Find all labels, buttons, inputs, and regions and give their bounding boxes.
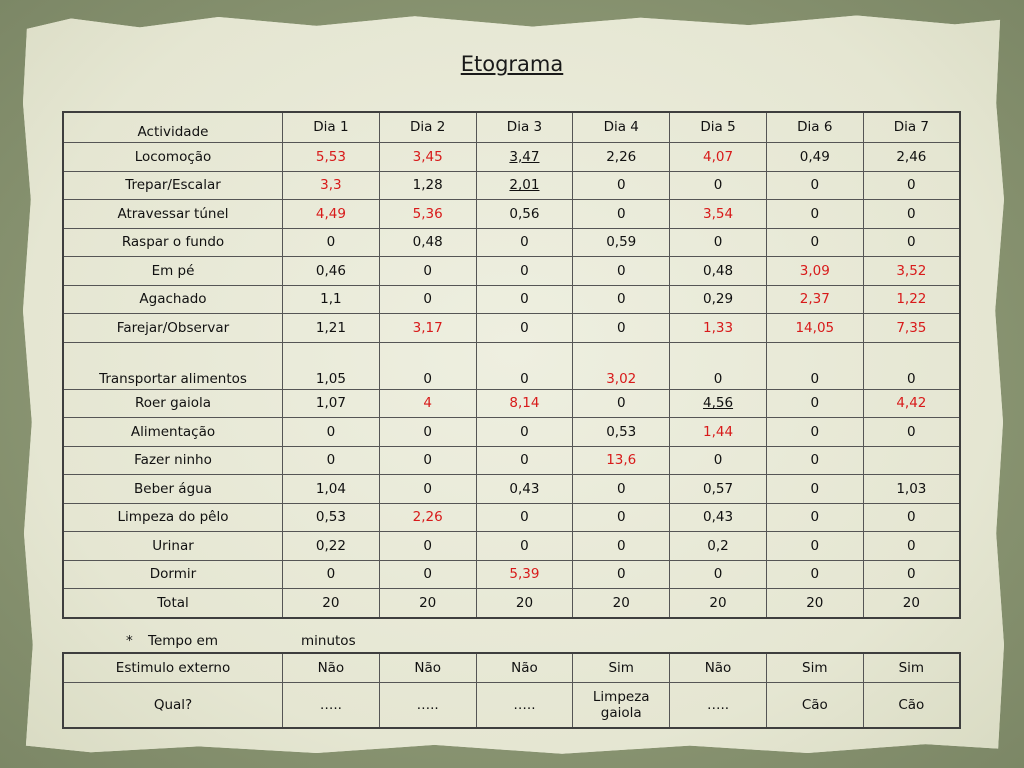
table-cell bbox=[863, 446, 960, 475]
stimulus-cell: ….. bbox=[379, 683, 476, 729]
table-cell: 0 bbox=[766, 503, 863, 532]
table-cell: 0 bbox=[573, 200, 670, 229]
table-cell: 0 bbox=[670, 342, 767, 389]
stimulus-cell: Não bbox=[670, 653, 767, 683]
table-cell: 0 bbox=[670, 228, 767, 257]
table-row bbox=[63, 171, 960, 200]
column-header-day-7: Dia 7 bbox=[863, 112, 960, 143]
table-cell: 3,45 bbox=[379, 143, 476, 172]
table-cell: 0 bbox=[379, 418, 476, 447]
stimulus-row bbox=[63, 683, 960, 729]
table-row bbox=[63, 589, 960, 618]
table-cell: 5,53 bbox=[283, 143, 380, 172]
table-row bbox=[63, 446, 960, 475]
table-row bbox=[63, 314, 960, 343]
table-cell: 0 bbox=[863, 171, 960, 200]
note-text: Tempo em bbox=[148, 633, 218, 649]
table-cell: 3,17 bbox=[379, 314, 476, 343]
stimulus-cell: Não bbox=[283, 653, 380, 683]
table-cell: 20 bbox=[476, 589, 573, 618]
table-cell: 0 bbox=[573, 560, 670, 589]
table-cell: 0 bbox=[476, 532, 573, 561]
table-cell: 7,35 bbox=[863, 314, 960, 343]
table-cell: 3,52 bbox=[863, 257, 960, 286]
row-label: Em pé bbox=[63, 257, 283, 286]
row-label: Roer gaiola bbox=[63, 389, 283, 418]
table-cell: 0 bbox=[863, 418, 960, 447]
table-cell: 0 bbox=[863, 200, 960, 229]
table-cell: 5,36 bbox=[379, 200, 476, 229]
table-cell: 0,48 bbox=[379, 228, 476, 257]
etogram-table bbox=[62, 111, 961, 619]
table-cell: 0,2 bbox=[670, 532, 767, 561]
table-cell: 0 bbox=[476, 446, 573, 475]
table-cell: 0,53 bbox=[283, 503, 380, 532]
table-cell: 3,54 bbox=[670, 200, 767, 229]
table-cell: 0,57 bbox=[670, 475, 767, 504]
row-label: Limpeza do pêlo bbox=[63, 503, 283, 532]
table-cell: 0 bbox=[476, 257, 573, 286]
table-cell: 0 bbox=[863, 342, 960, 389]
table-cell: 0 bbox=[379, 342, 476, 389]
table-cell: 0 bbox=[283, 560, 380, 589]
table-cell: 1,21 bbox=[283, 314, 380, 343]
table-cell: 0,29 bbox=[670, 285, 767, 314]
table-cell: 0 bbox=[379, 475, 476, 504]
table-cell: 1,33 bbox=[670, 314, 767, 343]
note-asterisk: * bbox=[126, 633, 133, 649]
row-label: Transportar alimentos bbox=[63, 342, 283, 389]
table-row bbox=[63, 143, 960, 172]
table-cell: 1,03 bbox=[863, 475, 960, 504]
stimulus-cell: Cão bbox=[863, 683, 960, 729]
table-row bbox=[63, 389, 960, 418]
table-cell: 2,26 bbox=[379, 503, 476, 532]
table-cell: 0 bbox=[573, 389, 670, 418]
table-cell: 0 bbox=[766, 389, 863, 418]
table-cell: 20 bbox=[379, 589, 476, 618]
row-label: Fazer ninho bbox=[63, 446, 283, 475]
column-header-day-6: Dia 6 bbox=[766, 112, 863, 143]
table-row bbox=[63, 532, 960, 561]
page-title: Etograma bbox=[460, 52, 564, 76]
table-cell: 0 bbox=[573, 171, 670, 200]
table-cell: 0 bbox=[766, 446, 863, 475]
table-cell: 4,49 bbox=[283, 200, 380, 229]
table-cell: 0 bbox=[766, 171, 863, 200]
table-cell: 0 bbox=[476, 285, 573, 314]
column-header-day-5: Dia 5 bbox=[670, 112, 767, 143]
table-cell: 0 bbox=[863, 228, 960, 257]
table-cell: 0 bbox=[476, 228, 573, 257]
column-header-day-2: Dia 2 bbox=[379, 112, 476, 143]
stimulus-cell: Cão bbox=[766, 683, 863, 729]
table-cell: 0 bbox=[379, 257, 476, 286]
table-cell: 20 bbox=[670, 589, 767, 618]
table-row bbox=[63, 475, 960, 504]
table-cell: 2,26 bbox=[573, 143, 670, 172]
table-cell: 4 bbox=[379, 389, 476, 418]
row-label: Beber água bbox=[63, 475, 283, 504]
table-cell: 0 bbox=[476, 342, 573, 389]
table-cell: 8,14 bbox=[476, 389, 573, 418]
table-cell: 0,22 bbox=[283, 532, 380, 561]
table-cell: 14,05 bbox=[766, 314, 863, 343]
stimulus-row bbox=[63, 653, 960, 683]
row-label: Dormir bbox=[63, 560, 283, 589]
table-cell: 0 bbox=[283, 418, 380, 447]
table-cell: 4,42 bbox=[863, 389, 960, 418]
table-cell: 0,48 bbox=[670, 257, 767, 286]
table-cell: 0 bbox=[766, 228, 863, 257]
table-cell: 0 bbox=[863, 560, 960, 589]
stimulus-row-label: Estimulo externo bbox=[63, 653, 283, 683]
table-cell: 20 bbox=[863, 589, 960, 618]
table-cell: 1,05 bbox=[283, 342, 380, 389]
table-cell: 0,43 bbox=[670, 503, 767, 532]
table-cell: 20 bbox=[573, 589, 670, 618]
table-cell: 0 bbox=[670, 446, 767, 475]
table-cell: 1,28 bbox=[379, 171, 476, 200]
table-cell: 3,3 bbox=[283, 171, 380, 200]
table-cell: 20 bbox=[283, 589, 380, 618]
table-cell: 0,43 bbox=[476, 475, 573, 504]
table-cell: 0 bbox=[766, 342, 863, 389]
table-cell: 0 bbox=[670, 560, 767, 589]
table-cell: 1,07 bbox=[283, 389, 380, 418]
table-cell: 1,04 bbox=[283, 475, 380, 504]
table-cell: 0 bbox=[670, 171, 767, 200]
column-header-activity: Actividade bbox=[63, 112, 283, 143]
table-cell: 0,56 bbox=[476, 200, 573, 229]
table-row bbox=[63, 560, 960, 589]
table-cell: 0,53 bbox=[573, 418, 670, 447]
table-cell: 1,44 bbox=[670, 418, 767, 447]
table-cell: 0 bbox=[766, 475, 863, 504]
table-row bbox=[63, 228, 960, 257]
column-header-day-4: Dia 4 bbox=[573, 112, 670, 143]
table-cell: 2,46 bbox=[863, 143, 960, 172]
table-cell: 0 bbox=[573, 532, 670, 561]
table-cell: 0 bbox=[573, 503, 670, 532]
stimulus-cell: Sim bbox=[863, 653, 960, 683]
row-label: Raspar o fundo bbox=[63, 228, 283, 257]
stimulus-row-label: Qual? bbox=[63, 683, 283, 729]
table-cell: 0 bbox=[863, 532, 960, 561]
stimulus-cell: Sim bbox=[766, 653, 863, 683]
row-label: Locomoção bbox=[63, 143, 283, 172]
table-row bbox=[63, 200, 960, 229]
table-header-row bbox=[63, 112, 960, 143]
table-cell: 0 bbox=[476, 503, 573, 532]
row-label: Atravessar túnel bbox=[63, 200, 283, 229]
table-row bbox=[63, 342, 960, 389]
stimulus-table bbox=[62, 652, 961, 729]
stimulus-cell: Limpeza gaiola bbox=[573, 683, 670, 729]
table-cell: 4,07 bbox=[670, 143, 767, 172]
table-row bbox=[63, 418, 960, 447]
table-cell: 1,1 bbox=[283, 285, 380, 314]
table-cell: 0 bbox=[379, 446, 476, 475]
table-cell: 0 bbox=[766, 418, 863, 447]
table-row bbox=[63, 285, 960, 314]
stimulus-cell: Não bbox=[476, 653, 573, 683]
table-cell: 2,37 bbox=[766, 285, 863, 314]
table-cell: 1,22 bbox=[863, 285, 960, 314]
stimulus-cell: ….. bbox=[283, 683, 380, 729]
table-cell: 3,09 bbox=[766, 257, 863, 286]
table-cell: 3,02 bbox=[573, 342, 670, 389]
row-label: Urinar bbox=[63, 532, 283, 561]
row-label: Alimentação bbox=[63, 418, 283, 447]
stimulus-cell: Sim bbox=[573, 653, 670, 683]
row-label: Agachado bbox=[63, 285, 283, 314]
table-cell: 0 bbox=[573, 257, 670, 286]
table-cell: 0 bbox=[379, 285, 476, 314]
table-cell: 0 bbox=[283, 446, 380, 475]
table-cell: 13,6 bbox=[573, 446, 670, 475]
table-cell: 0 bbox=[863, 503, 960, 532]
note-unit: minutos bbox=[301, 633, 356, 649]
table-cell: 0,46 bbox=[283, 257, 380, 286]
table-cell: 3,47 bbox=[476, 143, 573, 172]
stimulus-cell: ….. bbox=[476, 683, 573, 729]
stimulus-cell: Não bbox=[379, 653, 476, 683]
table-cell: 4,56 bbox=[670, 389, 767, 418]
table-cell: 0,59 bbox=[573, 228, 670, 257]
table-cell: 0 bbox=[379, 560, 476, 589]
table-cell: 0,49 bbox=[766, 143, 863, 172]
stimulus-cell: ….. bbox=[670, 683, 767, 729]
table-cell: 0 bbox=[573, 314, 670, 343]
table-cell: 0 bbox=[573, 475, 670, 504]
table-cell: 0 bbox=[379, 532, 476, 561]
table-cell: 0 bbox=[476, 314, 573, 343]
table-cell: 0 bbox=[573, 285, 670, 314]
table-cell: 0 bbox=[283, 228, 380, 257]
table-row bbox=[63, 503, 960, 532]
row-label: Total bbox=[63, 589, 283, 618]
table-cell: 0 bbox=[766, 560, 863, 589]
row-label: Trepar/Escalar bbox=[63, 171, 283, 200]
table-cell: 0 bbox=[766, 532, 863, 561]
table-cell: 0 bbox=[766, 200, 863, 229]
table-row bbox=[63, 257, 960, 286]
table-cell: 20 bbox=[766, 589, 863, 618]
table-cell: 2,01 bbox=[476, 171, 573, 200]
table-cell: 5,39 bbox=[476, 560, 573, 589]
table-cell: 0 bbox=[476, 418, 573, 447]
column-header-day-3: Dia 3 bbox=[476, 112, 573, 143]
row-label: Farejar/Observar bbox=[63, 314, 283, 343]
column-header-day-1: Dia 1 bbox=[283, 112, 380, 143]
